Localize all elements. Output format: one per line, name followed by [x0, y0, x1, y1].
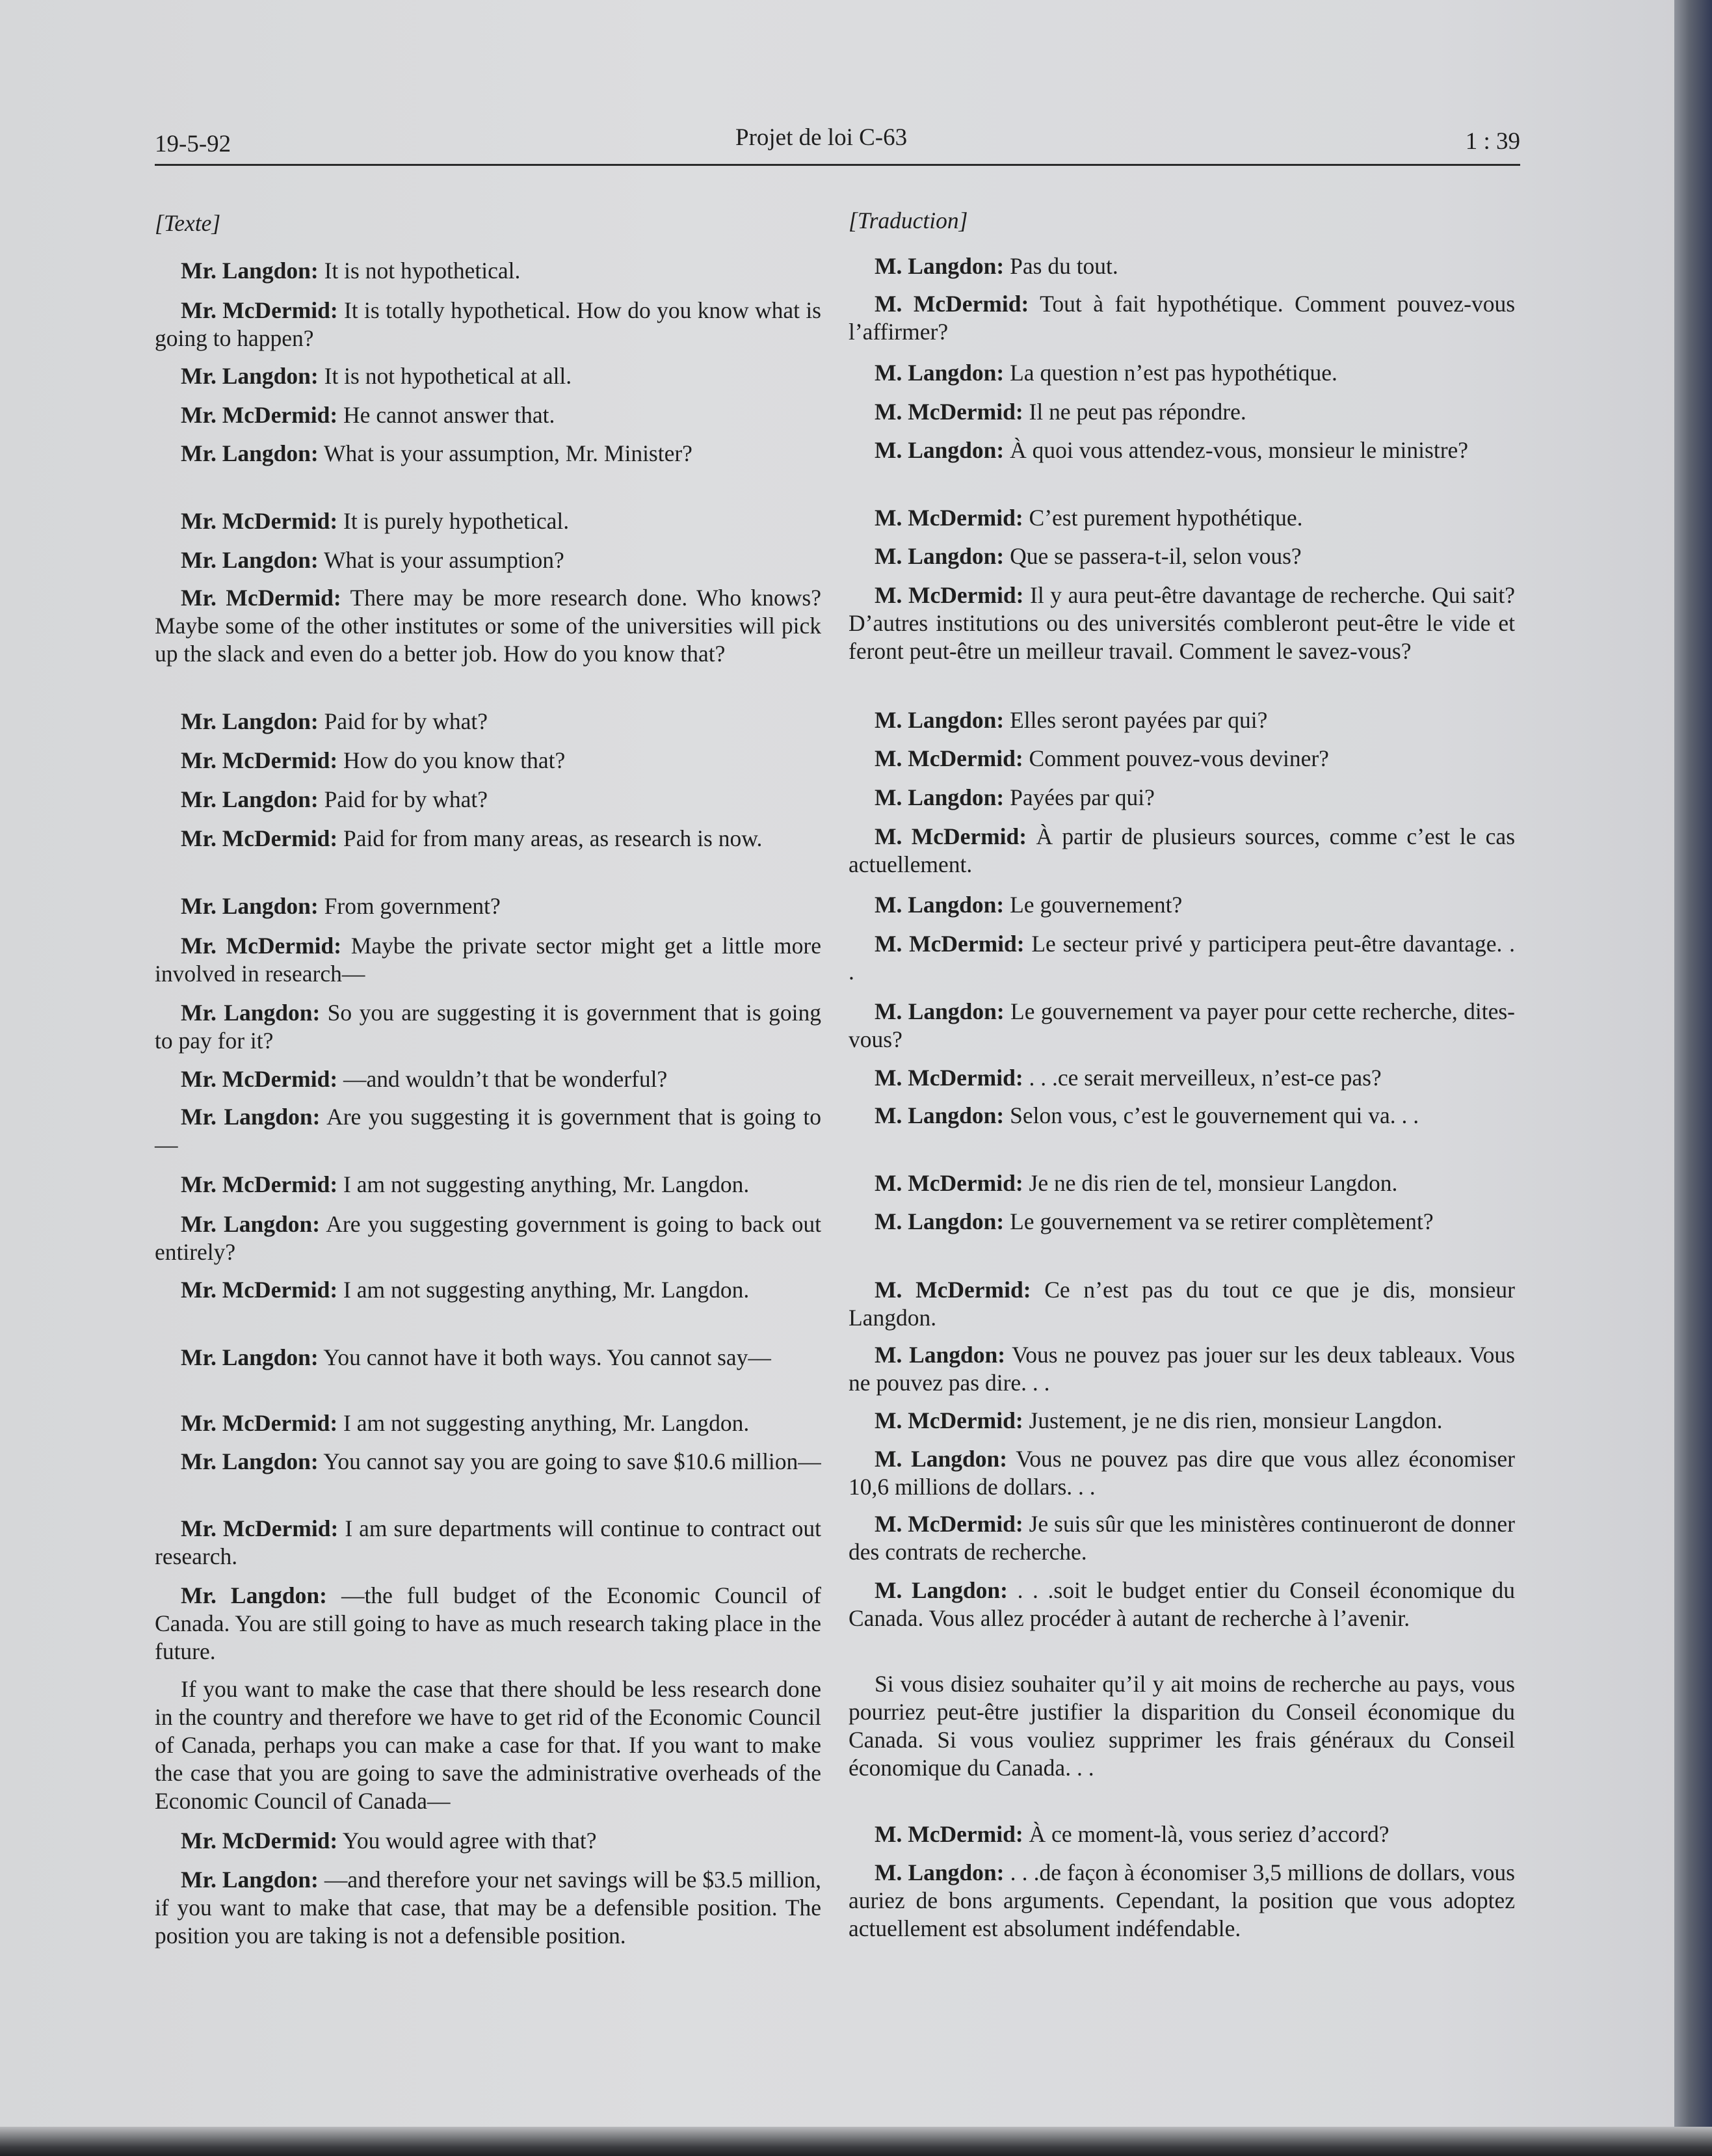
transcript-paragraph: Mr. Langdon: You cannot have it both ways. You cannot say— [181, 1344, 771, 1370]
transcript-paragraph: M. Langdon: Le gouvernement va se retirer complètement? [875, 1208, 1434, 1234]
transcript-paragraph: M. McDermid: À ce moment-là, vous seriez d’accord? [875, 1821, 1389, 1847]
transcript-paragraph: If you want to make the case that there should be less research done in the country and therefore we have to get rid of the Economic Council of Canada, perhaps you can make a case for that. If you want to make the case that you are going to save the administrative overheads of the Economic Council of Canada— [155, 1676, 821, 1814]
transcript-paragraph: Mr. McDermid: I am sure departments will continue to contract out research. [155, 1515, 822, 1569]
transcript-paragraph: Mr. McDermid: Paid for from many areas, as research is now. [181, 825, 763, 851]
transcript-paragraph: M. McDermid: Justement, je ne dis rien, monsieur Langdon. [875, 1407, 1443, 1433]
header-date: 19-5-92 [155, 131, 231, 157]
transcript-paragraph: Mr. Langdon: Are you suggesting government is going to back out entirely? [155, 1211, 821, 1265]
transcript-paragraph: M. Langdon: Vous ne pouvez pas dire que vous allez économiser 10,6 millions de dollars. . . [849, 1446, 1515, 1500]
transcript-paragraph: M. McDermid: Tout à fait hypothétique. Comment pouvez-vous l’affirmer? [849, 291, 1516, 345]
transcript-paragraph: Mr. Langdon: From government? [181, 893, 501, 919]
transcript-paragraph: Mr. Langdon: Paid for by what? [181, 786, 488, 812]
transcript-paragraph: M. McDermid: Ce n’est pas du tout ce que je dis, monsieur Langdon. [849, 1277, 1515, 1331]
page-header [155, 124, 1520, 163]
transcript-paragraph: Mr. McDermid: How do you know that? [181, 747, 566, 773]
transcript-paragraph: Mr. Langdon: What is your assumption, Mr. Minister? [181, 440, 692, 466]
transcript-paragraph: Mr. McDermid: There may be more research done. Who knows? Maybe some of the other institutes or some of the universities will pick up the slack and even do a better job. How do you know that? [155, 585, 821, 667]
header-page-number: 1 : 39 [1465, 128, 1520, 155]
transcript-paragraph: Mr. McDermid: It is purely hypothetical. [181, 508, 570, 534]
transcript-paragraph: M. Langdon: À quoi vous attendez-vous, monsieur le ministre? [875, 437, 1469, 463]
book-spine-edge [1674, 0, 1712, 2156]
transcript-paragraph: Mr. Langdon: —and therefore your net savings will be $3.5 million, if you want to make that case, that may be a defensible position. The position you are taking is not a defensible position. [155, 1867, 821, 1949]
transcript-paragraph: Mr. Langdon: So you are suggesting it is government that is going to pay for it? [155, 1000, 821, 1054]
transcript-paragraph: Mr. McDermid: I am not suggesting anything, Mr. Langdon. [181, 1277, 750, 1303]
transcript-paragraph: Mr. McDermid: He cannot answer that. [181, 402, 555, 428]
transcript-paragraph: Mr. McDermid: —and wouldn’t that be wonderful? [181, 1066, 668, 1092]
transcript-paragraph: M. McDermid: À partir de plusieurs sources, comme c’est le cas actuellement. [849, 823, 1516, 877]
transcript-paragraph: Mr. Langdon: Are you suggesting it is government that is going to— [155, 1104, 821, 1158]
transcript-paragraph: M. McDermid: Il y aura peut-être davantage de recherche. Qui sait? D’autres institutions ou des universités combleront peut-être le vide et feront peut-être un meilleur travail. Comment le savez-vous? [849, 582, 1515, 664]
transcript-paragraph: M. McDermid: Le secteur privé y participera peut-être davantage. . . [849, 931, 1515, 985]
transcript-paragraph: Mr. Langdon: —the full budget of the Economic Council of Canada. You are still going to have as much research taking place in the future. [155, 1582, 821, 1664]
transcript-paragraph: Mr. Langdon: It is not hypothetical. [181, 258, 521, 284]
transcript-paragraph: M. Langdon: Elles seront payées par qui? [875, 707, 1268, 733]
transcript-paragraph: M. McDermid: Comment pouvez-vous deviner? [875, 745, 1329, 771]
transcript-paragraph: M. Langdon: Vous ne pouvez pas jouer sur les deux tableaux. Vous ne pouvez pas dire. . . [849, 1342, 1515, 1396]
column-tag: [Texte] [155, 210, 221, 236]
transcript-paragraph: M. Langdon: Le gouvernement va payer pour cette recherche, dites-vous? [849, 998, 1515, 1052]
transcript-paragraph: Mr. McDermid: It is totally hypothetical. How do you know what is going to happen? [155, 297, 822, 351]
transcript-paragraph: Mr. McDermid: You would agree with that? [181, 1828, 597, 1854]
transcript-paragraph: M. McDermid: . . .ce serait merveilleux, n’est-ce pas? [875, 1065, 1382, 1091]
transcript-paragraph: Mr. McDermid: I am not suggesting anything, Mr. Langdon. [181, 1171, 750, 1197]
transcript-paragraph: M. Langdon: Que se passera-t-il, selon vous? [875, 543, 1302, 569]
transcript-paragraph: M. Langdon: Payées par qui? [875, 784, 1155, 810]
transcript-paragraph: Si vous disiez souhaiter qu’il y ait moins de recherche au pays, vous pourriez peut-être justifier la disparition du Conseil économique du Canada. Si vous vouliez supprimer les frais généraux du Conseil économique du Canada. . . [849, 1671, 1515, 1781]
header-rule [155, 164, 1520, 166]
transcript-paragraph: Mr. Langdon: What is your assumption? [181, 547, 564, 573]
column-tag: [Traduction] [849, 207, 968, 233]
transcript-paragraph: Mr. Langdon: Paid for by what? [181, 708, 488, 734]
transcript-paragraph: M. McDermid: Je suis sûr que les ministères continueront de donner des contrats de recherche. [849, 1511, 1515, 1565]
page-bottom-shadow [0, 2127, 1712, 2156]
transcript-paragraph: M. Langdon: . . .de façon à économiser 3,5 millions de dollars, vous auriez de bons arguments. Cependant, la position que vous adoptez actuellement est absolument indéfendable. [849, 1859, 1515, 1941]
transcript-paragraph: M. McDermid: C’est purement hypothétique. [875, 505, 1303, 531]
transcript-paragraph: M. McDermid: Je ne dis rien de tel, monsieur Langdon. [875, 1170, 1398, 1196]
transcript-paragraph: M. Langdon: Pas du tout. [875, 253, 1118, 279]
transcript-paragraph: M. Langdon: Selon vous, c’est le gouvernement qui va. . . [875, 1102, 1419, 1128]
transcript-paragraph: M. Langdon: La question n’est pas hypothétique. [875, 360, 1337, 386]
transcript-paragraph: Mr. McDermid: I am not suggesting anything, Mr. Langdon. [181, 1410, 750, 1436]
transcript-paragraph: M. Langdon: Le gouvernement? [875, 892, 1183, 918]
transcript-paragraph: Mr. Langdon: It is not hypothetical at all. [181, 363, 572, 389]
transcript-paragraph: M. Langdon: . . .soit le budget entier du Conseil économique du Canada. Vous allez procéder à autant de recherche à l’avenir. [849, 1577, 1515, 1631]
header-title: Projet de loi C-63 [735, 124, 908, 151]
transcript-paragraph: M. McDermid: Il ne peut pas répondre. [875, 399, 1246, 425]
transcript-paragraph: Mr. Langdon: You cannot say you are going to save $10.6 million— [181, 1448, 821, 1474]
transcript-paragraph: Mr. McDermid: Maybe the private sector might get a little more involved in research— [155, 933, 821, 987]
